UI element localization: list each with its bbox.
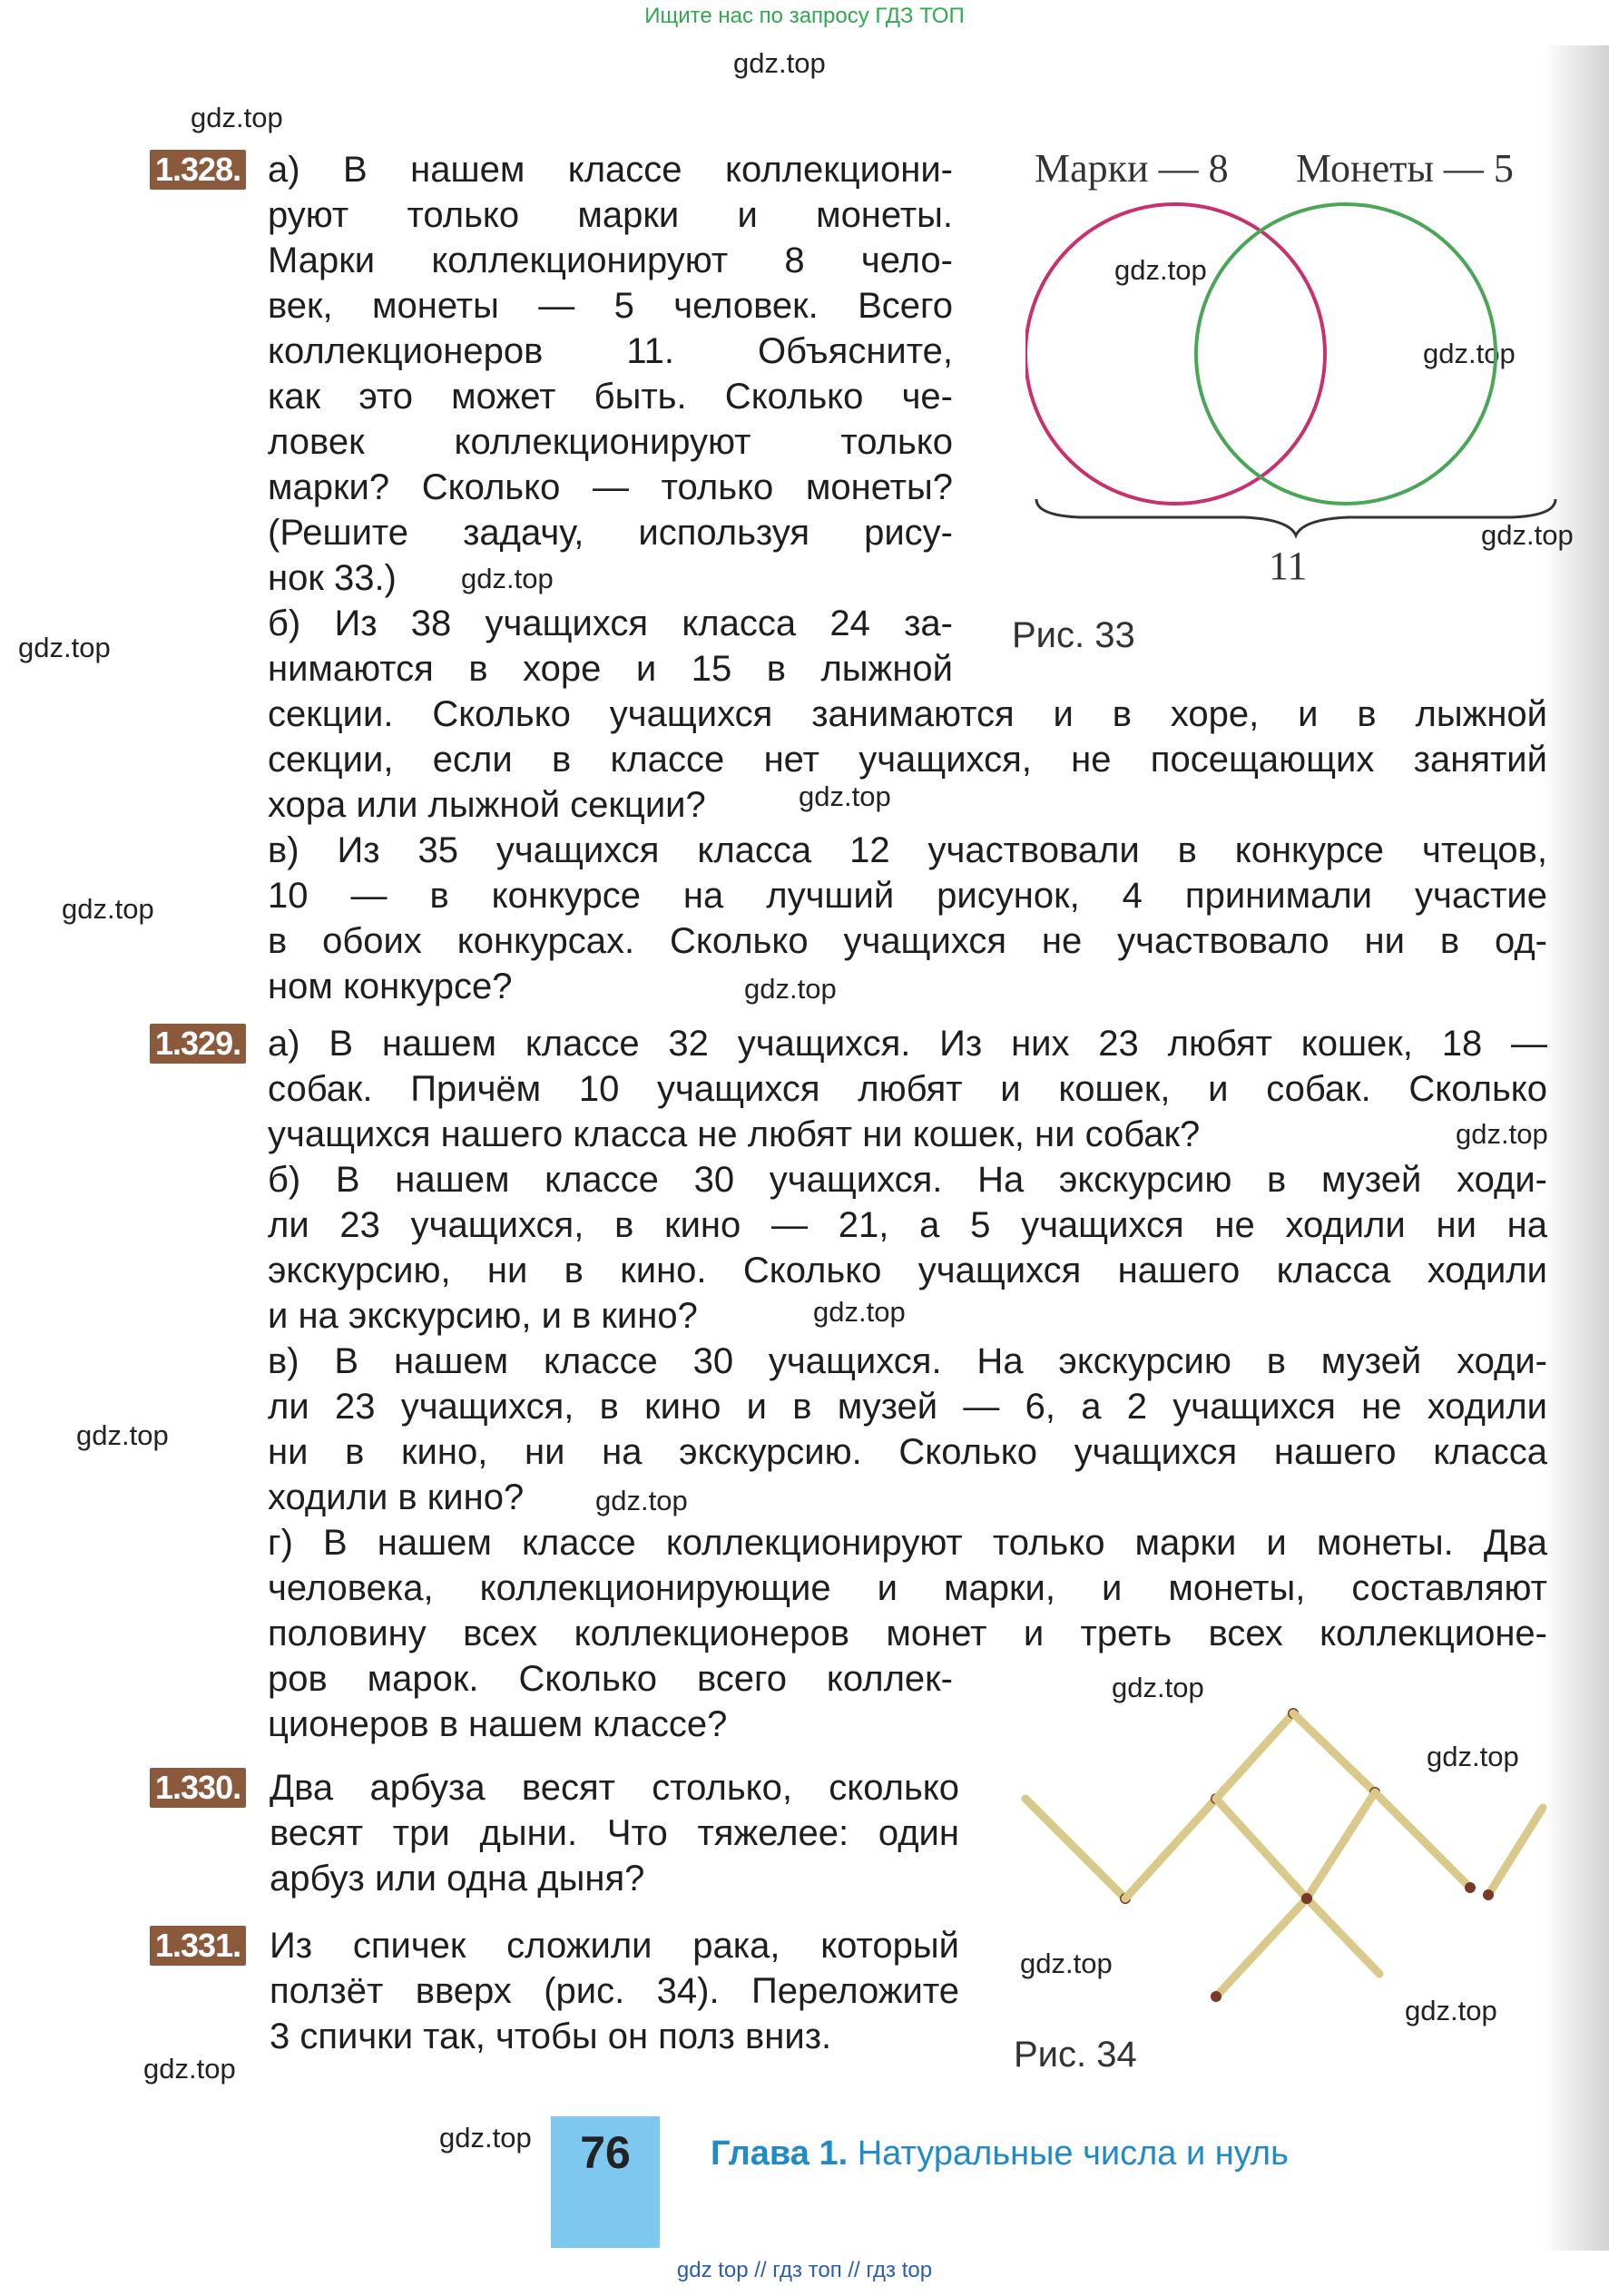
text-line: 10 — в конкурсе на лучший рисунок, 4 принимали участие: [268, 876, 1547, 916]
text-line: ли 23 учащихся, в кино и в музей — 6, а 2 учащихся не ходили: [268, 1387, 1547, 1427]
watermark: gdz.top: [76, 1419, 169, 1451]
text-line: весят три дыни. Что тяжелее: один: [270, 1813, 959, 1853]
text-line: Два арбуза весят столько, сколько: [270, 1768, 959, 1808]
coins-circle: [1196, 204, 1496, 504]
text-line: нок 33.): [268, 558, 397, 598]
figure-33-caption: Рис. 33: [1012, 615, 1135, 655]
label-coins: Монеты — 5: [1296, 146, 1514, 191]
matchstick: [1211, 1899, 1307, 2002]
text-line: (Решите задачу, используя рису-: [268, 513, 953, 553]
problem-1330-text: [270, 1765, 959, 1901]
footer-links[interactable]: gdz top // гдз топ // гдз top: [676, 2258, 933, 2282]
watermark: gdz.top: [1423, 338, 1516, 369]
watermark: gdz.top: [439, 2122, 532, 2154]
text-line: ли 23 учащихся, в кино — 21, а 5 учащихся не ходили ни на: [268, 1205, 1547, 1245]
problem-number: 1.328.: [150, 150, 246, 190]
text-line: ходили в кино?: [268, 1477, 525, 1517]
matchstick-figure: [998, 1697, 1561, 2051]
watermark: gdz.top: [143, 2053, 236, 2085]
text-line: собак. Причём 10 учащихся любят и кошек, и собак. Сколько: [268, 1069, 1547, 1109]
watermark: gdz.top: [733, 47, 826, 79]
text-line: половину всех коллекционеров монет и треть всех коллекционе-: [268, 1614, 1547, 1653]
text-line: ползёт вверх (рис. 34). Переложите: [270, 1971, 959, 2011]
text-line: б) В нашем классе 30 учащихся. На экскурсию в музей ходи-: [268, 1160, 1547, 1200]
watermark: gdz.top: [1405, 1995, 1497, 2026]
top-banner[interactable]: Ищите нас по запросу ГДЗ ТОП: [644, 4, 965, 28]
text-line: учащихся нашего класса не любят ни кошек, ни собак?: [268, 1114, 1201, 1154]
text-line: ционеров в нашем классе?: [268, 1704, 728, 1744]
figure-34-caption: Рис. 34: [1014, 2035, 1137, 2075]
text-line: как это может быть. Сколько че-: [268, 377, 953, 417]
watermark: gdz.top: [1481, 519, 1574, 551]
watermark: gdz.top: [18, 632, 111, 663]
text-line: секции, если в классе нет учащихся, не посещающих занятий: [268, 740, 1547, 780]
watermark: gdz.top: [813, 1296, 906, 1328]
text-line: человека, коллекционирующие и марки, и монеты, составляют: [268, 1568, 1547, 1608]
chapter-heading: [711, 2134, 1289, 2173]
text-line: нимаются в хоре и 15 в лыжной: [268, 649, 953, 689]
text-line: и на экскурсию, и в кино?: [268, 1296, 698, 1336]
text-line: ном конкурсе?: [268, 966, 513, 1006]
text-line: секции. Сколько учащихся занимаются и в хоре, и в лыжной: [268, 694, 1547, 734]
text-line: Из спичек сложили рака, который: [270, 1926, 959, 1966]
matchstick: [1025, 1799, 1131, 1904]
text-line: 3 спички так, чтобы он полз вниз.: [270, 2016, 832, 2056]
watermark: gdz.top: [461, 563, 554, 594]
text-line: хора или лыжной секции?: [268, 785, 706, 825]
text-line: в обоих конкурсах. Сколько учащихся не участвовало ни в од-: [268, 921, 1547, 961]
watermark: gdz.top: [1456, 1118, 1548, 1150]
matchsticks: [1025, 1708, 1543, 2002]
text-line: Марки коллекционируют 8 чело-: [268, 240, 953, 280]
watermark: gdz.top: [1020, 1948, 1113, 1979]
matchstick: [1301, 1792, 1375, 1904]
problem-number: 1.331.: [150, 1926, 246, 1966]
matchstick: [1216, 1799, 1312, 1904]
watermark: gdz.top: [595, 1485, 688, 1516]
matchstick: [1216, 1708, 1299, 1799]
text-line: в) В нашем классе 30 учащихся. На экскурсию в музей ходи-: [268, 1341, 1547, 1381]
text-line: руют только марки и монеты.: [268, 195, 953, 235]
text-line: а) В нашем классе коллекциони-: [268, 150, 953, 190]
problem-number: 1.330.: [150, 1768, 246, 1808]
text-line: марки? Сколько — только монеты?: [268, 467, 953, 507]
page-number: 76: [551, 2116, 660, 2248]
watermark: gdz.top: [1427, 1741, 1519, 1772]
label-stamps: Марки — 8: [1035, 146, 1229, 191]
stamps-circle: [1025, 204, 1325, 504]
text-line: а) В нашем классе 32 учащихся. Из них 23 любят кошек, 18 —: [268, 1024, 1547, 1064]
watermark: gdz.top: [62, 893, 154, 925]
matchstick: [1125, 1793, 1221, 1899]
watermark: gdz.top: [799, 780, 891, 812]
matchstick: [1301, 1893, 1379, 1974]
watermark: gdz.top: [191, 102, 283, 133]
problem-1331-text: [270, 1923, 959, 2059]
venn-diagram: [1025, 136, 1570, 599]
text-line: ров марок. Сколько всего коллек-: [268, 1659, 953, 1699]
text-line: арбуз или одна дыня?: [270, 1859, 645, 1899]
text-line: г) В нашем классе коллекционируют только марки и монеты. Два: [268, 1523, 1547, 1563]
chapter-title: Натуральные числа и нуль: [857, 2134, 1289, 2173]
matchstick: [1293, 1713, 1380, 1798]
matchstick: [1375, 1792, 1476, 1893]
problem-1329-text: [268, 1021, 1547, 1747]
text-line: в) Из 35 учащихся класса 12 участвовали в конкурсе чтецов,: [268, 830, 1547, 870]
watermark: gdz.top: [744, 973, 837, 1005]
chapter-label: Глава 1.: [711, 2134, 849, 2173]
text-line: ни в кино, ни на экскурсию. Сколько учащихся нашего класса: [268, 1432, 1547, 1472]
text-line: б) Из 38 учащихся класса 24 за-: [268, 603, 953, 643]
text-line: век, монеты — 5 человек. Всего: [268, 286, 953, 326]
brace: [1036, 499, 1555, 535]
problem-number: 1.329.: [150, 1024, 246, 1064]
watermark: gdz.top: [1112, 1672, 1204, 1703]
text-line: экскурсию, ни в кино. Сколько учащихся нашего класса ходили: [268, 1251, 1547, 1290]
matchstick: [1483, 1808, 1543, 1900]
watermark: gdz.top: [1114, 254, 1207, 286]
total-label: 11: [1269, 544, 1308, 588]
text-line: ловек коллекционируют только: [268, 422, 953, 462]
text-line: коллекционеров 11. Объясните,: [268, 331, 953, 371]
